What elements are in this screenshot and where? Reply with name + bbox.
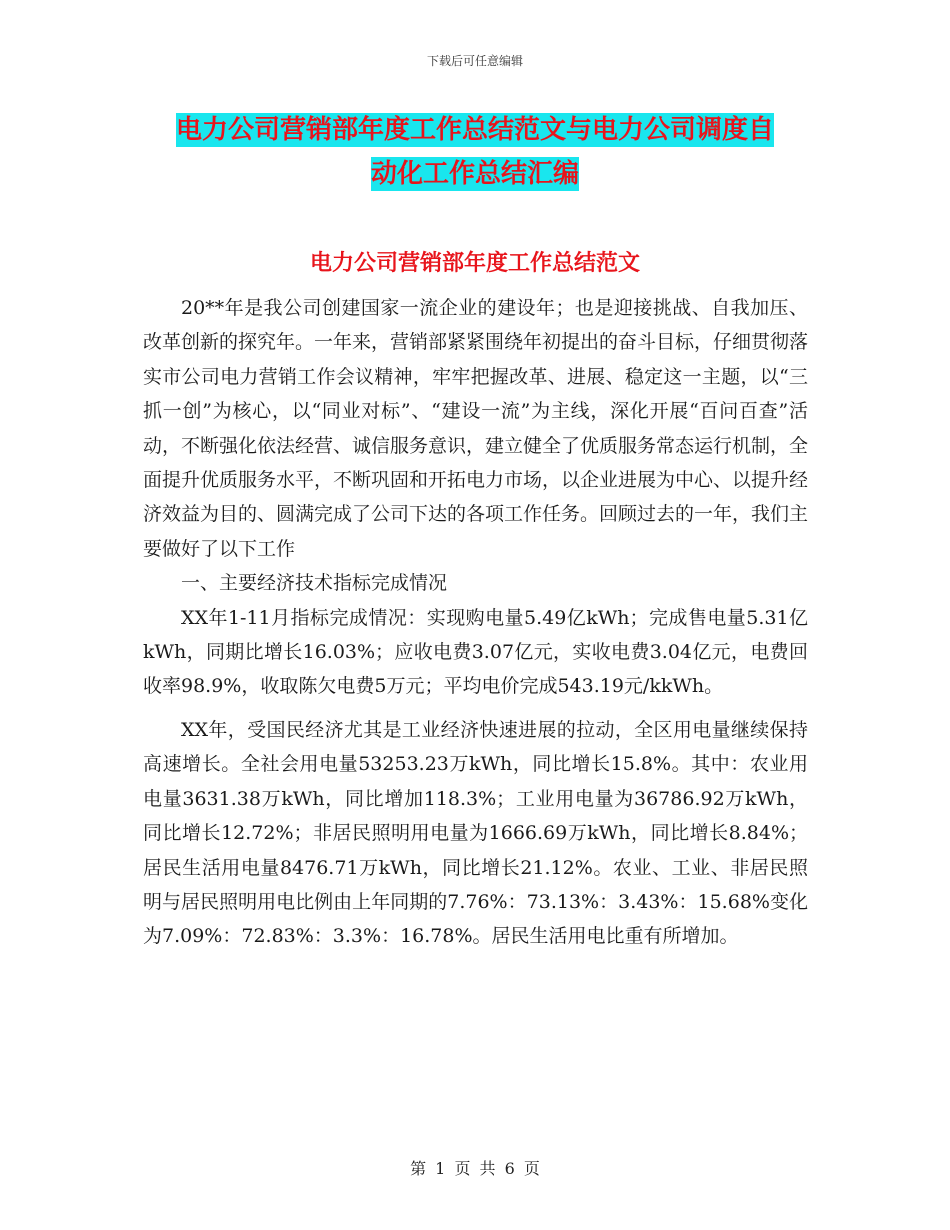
document-title-line1: 电力公司营销部年度工作总结范文与电力公司调度自 <box>175 115 774 145</box>
page-footer: 第 1 页 共 6 页 <box>410 1159 540 1178</box>
section-title: 电力公司营销部年度工作总结范文 <box>309 251 640 276</box>
paragraph-heading-indicators: 一、主要经济技术指标完成情况 <box>181 572 448 595</box>
document-title-line2: 动化工作总结汇编 <box>370 159 579 189</box>
document-title <box>143 108 807 196</box>
paragraph-indicator-results: XX年1-11月指标完成情况：实现购电量5.49亿kWh；完成售电量5.31亿kWh，同期比增长16.03%；应收电费3.07亿元，实收电费3.04亿元，电费回收率98.9%，收取陈欠电费5万元；平均电价完成543.19元/kkWh。 <box>143 606 808 698</box>
paragraph-consumption-analysis: XX年，受国民经济尤其是工业经济快速进展的拉动，全区用电量继续保持高速增长。全社会用电量53253.23万kWh，同比增长15.8%。其中：农业用电量3631.38万kWh，同比增加118.3%；工业用电量为36786.92万kWh，同比增长12.72%；非居民照明用电量为1666.69万kWh，同比增长8.84%；居民生活用电量8476.71万kWh，同比增长21.12%。农业、工业、非居民照明与居民照明用电比例由上年同期的7.76%：73.13%：3.43%：15.68%变化为7.09%：72.83%：3.3%：16.78%。居民生活用电比重有所增加。 <box>143 718 808 948</box>
paragraph-intro: 20**年是我公司创建国家一流企业的建设年；也是迎接挑战、自我加压、改革创新的探究年。一年来，营销部紧紧围绕年初提出的奋斗目标，仔细贯彻落实市公司电力营销工作会议精神，牢牢把握改革、进展、稳定这一主题，以“三抓一创”为核心，以“同业对标”、“建设一流”为主线，深化开展“百问百查”活动，不断强化依法经营、诚信服务意识，建立健全了优质服务常态运行机制，全面提升优质服务水平，不断巩固和开拓电力市场，以企业进展为中心、以提升经济效益为目的、圆满完成了公司下达的各项工作任务。回顾过去的一年，我们主要做好了以下工作 <box>143 297 809 560</box>
header-note: 下载后可任意编辑 <box>426 54 523 68</box>
document-body <box>143 291 808 954</box>
